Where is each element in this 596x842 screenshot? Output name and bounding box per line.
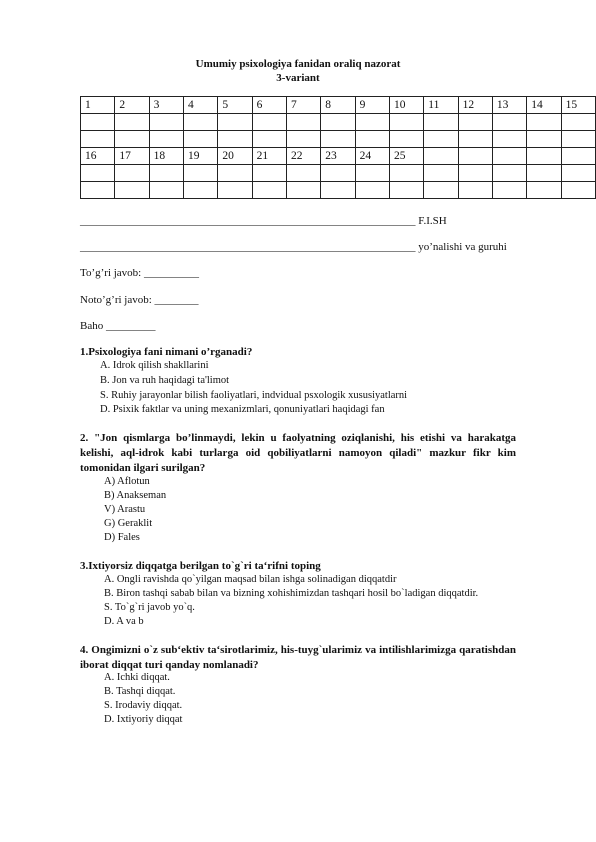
answer-cell[interactable] [355,114,389,131]
answer-cell[interactable] [424,165,458,182]
answer-cell[interactable] [183,114,217,131]
answer-cell[interactable] [355,165,389,182]
grid-cell: 11 [424,97,458,114]
answer-cell[interactable] [149,165,183,182]
grid-row-numbers-1 [81,97,596,114]
grid-cell: 20 [218,148,252,165]
option: A. Ongli ravishda qo`yilgan maqsad bilan ishga solinadigan diqqatdir [104,574,397,585]
grid-cell: 9 [355,97,389,114]
grid-cell: 23 [321,148,355,165]
incorrect-count-field[interactable]: Noto’g’ri javob: ________ [80,294,199,306]
grid-cell: 19 [183,148,217,165]
option: S. Ruhiy jarayonlar bilish faoliyatlari, indvidual psxologik xususiyatlarni [100,390,408,401]
grid-cell: 6 [252,97,286,114]
option: S. Irodaviy diqqat. [104,700,183,711]
grid-cell: 22 [286,148,320,165]
name-field[interactable]: _____________________________________________________________ F.I.SH [80,215,447,227]
answer-cell[interactable] [286,131,320,148]
option: G) Geraklit [104,518,153,529]
grid-cell: 10 [389,97,423,114]
answer-cell[interactable] [183,165,217,182]
answer-cell[interactable] [286,182,320,199]
answer-cell[interactable] [81,165,115,182]
grid-cell [492,148,526,165]
grade-field[interactable]: Baho _________ [80,320,156,332]
answer-cell[interactable] [81,131,115,148]
grid-cell: 3 [149,97,183,114]
option: D. Psixik faktlar va uning mexanizmlari, qonuniyatlari haqidagi fan [100,404,385,415]
option: D. Ixtiyoriy diqqat [104,714,183,725]
option: D) Fales [104,532,140,543]
answer-cell[interactable] [286,165,320,182]
answer-cell[interactable] [115,165,149,182]
answer-cell[interactable] [424,131,458,148]
grid-row-numbers-2 [81,148,596,165]
grid-cell [561,148,595,165]
option: S. To`g`ri javob yo`q. [104,602,195,613]
grid-cell: 21 [252,148,286,165]
answer-cell[interactable] [527,182,561,199]
answer-cell[interactable] [252,182,286,199]
answer-cell[interactable] [458,165,492,182]
grid-row-answers-2 [81,165,596,182]
answer-cell[interactable] [218,165,252,182]
answer-cell[interactable] [527,131,561,148]
answer-cell[interactable] [252,114,286,131]
answer-cell[interactable] [218,182,252,199]
page-title: Umumiy psixologiya fanidan oraliq nazorat [195,58,401,70]
answer-cell[interactable] [149,114,183,131]
option: D. A va b [104,616,144,627]
grid-cell: 5 [218,97,252,114]
answer-cell[interactable] [252,131,286,148]
question-3: 3.Ixtiyorsiz diqqatga berilgan to`g`ri ta‘rifni toping [80,560,321,572]
grid-cell: 7 [286,97,320,114]
answer-cell[interactable] [183,131,217,148]
answer-grid [80,96,596,199]
answer-cell[interactable] [321,182,355,199]
answer-cell[interactable] [424,182,458,199]
answer-cell[interactable] [149,131,183,148]
variant-label: 3-variant [276,72,320,84]
grid-cell [458,148,492,165]
answer-cell[interactable] [527,114,561,131]
answer-cell[interactable] [492,165,526,182]
question-2: 2. "Jon qismlarga bo’linmaydi, lekin u faolyatning oziqlanishi, his etishi va harakatga kelishi, aql-idrok kabi turlarga oid qobiliyatlarni namoyon qiladi" mazkur fikr kim tomonidan ilgari surilgan? [80,432,516,474]
grid-cell: 25 [389,148,423,165]
answer-cell[interactable] [81,114,115,131]
grid-cell: 15 [561,97,595,114]
answer-cell[interactable] [149,182,183,199]
grid-row-answers-1 [81,114,596,131]
answer-cell[interactable] [321,131,355,148]
answer-cell[interactable] [492,114,526,131]
answer-cell[interactable] [561,165,595,182]
option: B. Biron tashqi sabab bilan va bizning xohishimizdan tashqari hosil bo`ladigan diqqatdir. [104,588,479,599]
answer-cell[interactable] [286,114,320,131]
answer-cell[interactable] [218,131,252,148]
answer-cell[interactable] [389,131,423,148]
grid-cell: 2 [115,97,149,114]
direction-field[interactable]: _____________________________________________________________ yo’nalishi va guruhi [80,241,507,253]
grid-row-blank [81,182,596,199]
answer-cell[interactable] [115,182,149,199]
answer-cell[interactable] [458,182,492,199]
answer-cell[interactable] [183,182,217,199]
answer-cell[interactable] [321,165,355,182]
option: A) Aflotun [104,476,150,487]
grid-cell: 13 [492,97,526,114]
answer-cell[interactable] [389,114,423,131]
answer-cell[interactable] [389,165,423,182]
answer-cell[interactable] [355,182,389,199]
grid-cell: 4 [183,97,217,114]
grid-cell [424,148,458,165]
grid-cell: 1 [81,97,115,114]
question-4: 4. Ongimizni o`z sub‘ektiv ta‘sirotlarimiz, his-tuyg`ularimiz va intilishlarimizga qaratishdan iborat diqqat turi qanday nomlanadi? [80,644,516,671]
answer-cell[interactable] [252,165,286,182]
answer-cell[interactable] [492,131,526,148]
option: A. Ichki diqqat. [104,672,170,683]
answer-cell[interactable] [458,114,492,131]
question-1: 1.Psixologiya fani nimani o’rganadi? [80,346,253,358]
grid-cell: 14 [527,97,561,114]
answer-cell[interactable] [424,114,458,131]
answer-cell[interactable] [355,131,389,148]
option: V) Arastu [104,504,146,515]
answer-cell[interactable] [561,114,595,131]
answer-cell[interactable] [492,182,526,199]
answer-cell[interactable] [561,182,595,199]
answer-cell[interactable] [115,114,149,131]
grid-cell: 24 [355,148,389,165]
answer-cell[interactable] [458,131,492,148]
grid-cell: 16 [81,148,115,165]
answer-cell[interactable] [115,131,149,148]
answer-cell[interactable] [389,182,423,199]
option: B. Tashqi diqqat. [104,686,176,697]
answer-cell[interactable] [561,131,595,148]
grid-cell [527,148,561,165]
grid-cell: 8 [321,97,355,114]
grid-cell: 12 [458,97,492,114]
answer-cell[interactable] [321,114,355,131]
option: A. Idrok qilish shakllarini [100,360,209,371]
grid-cell: 17 [115,148,149,165]
option: B. Jon va ruh haqidagi ta'limot [100,375,230,386]
answer-cell[interactable] [81,182,115,199]
option: B) Anakseman [104,490,167,501]
answer-cell[interactable] [527,165,561,182]
grid-cell: 18 [149,148,183,165]
grid-row-blank [81,131,596,148]
answer-cell[interactable] [218,114,252,131]
correct-count-field[interactable]: To’g’ri javob: __________ [80,267,199,279]
